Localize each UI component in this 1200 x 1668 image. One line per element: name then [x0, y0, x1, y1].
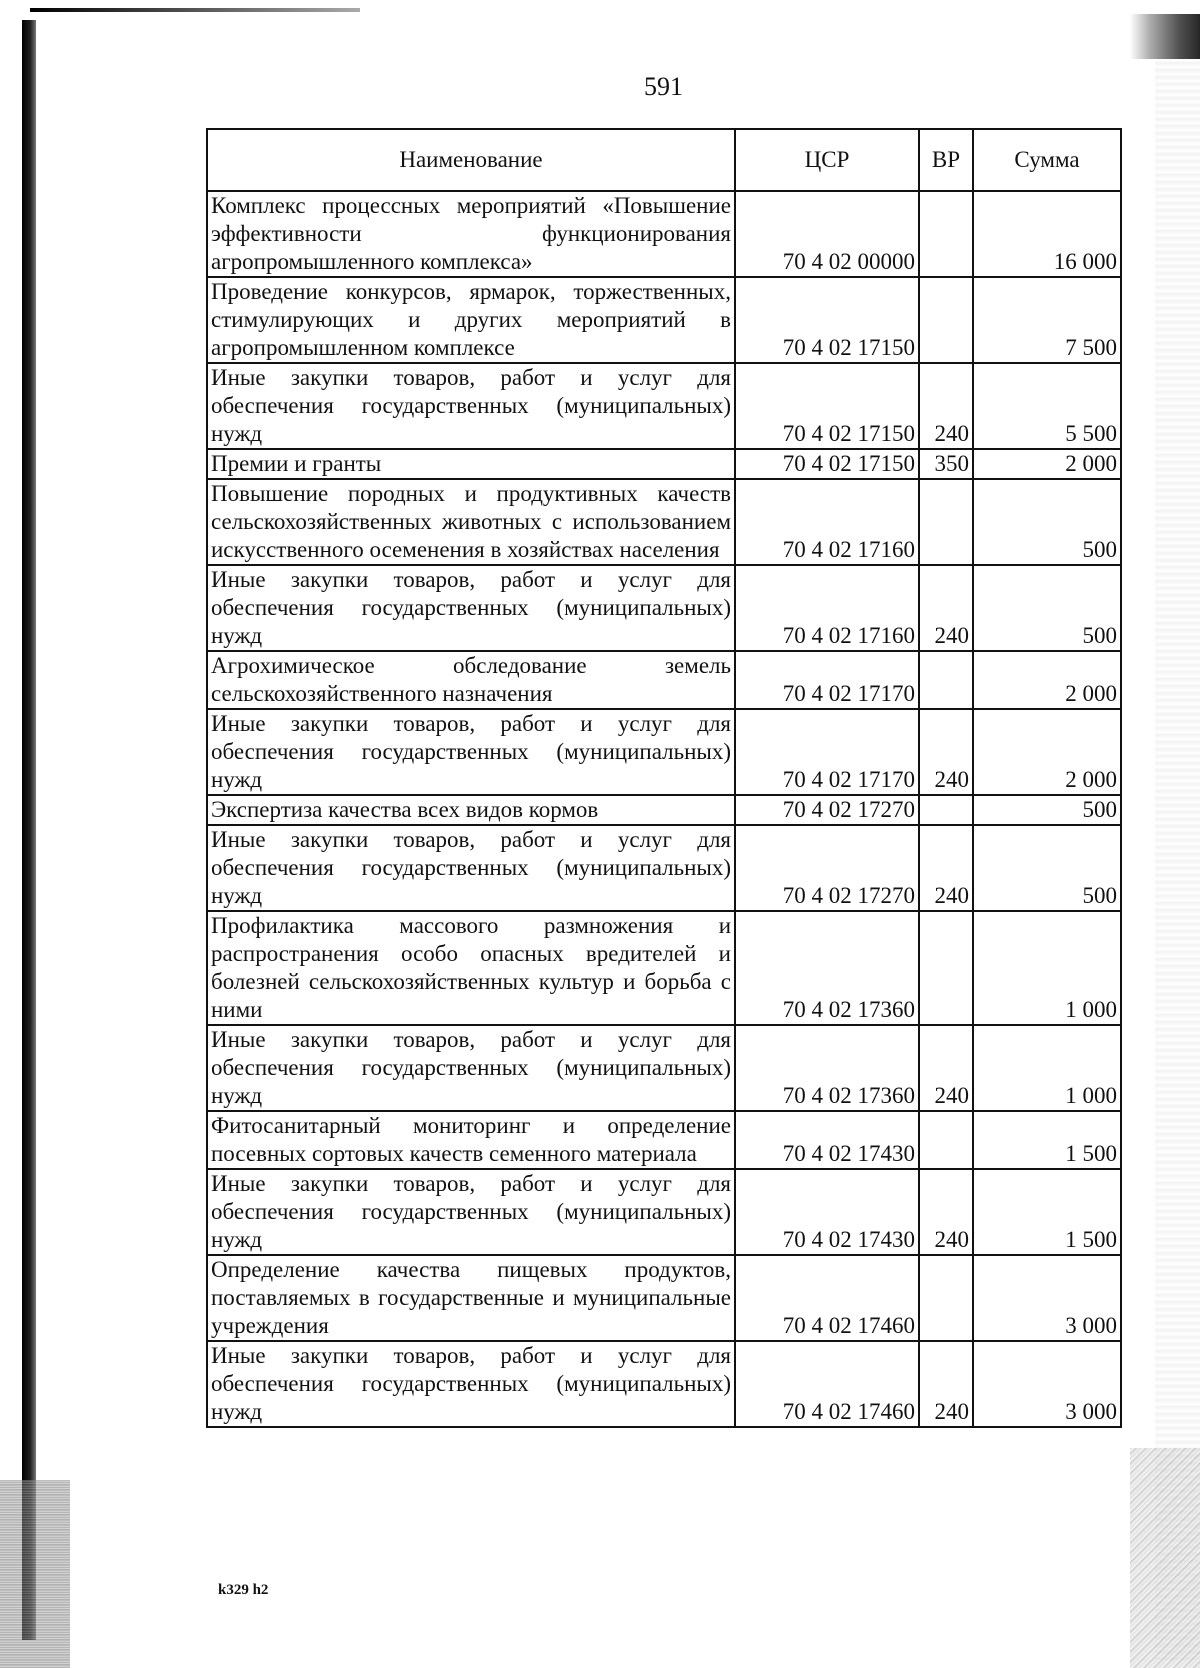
table-row	[207, 363, 1121, 449]
row-csr: 70 4 02 17360	[735, 911, 919, 1025]
row-csr: 70 4 02 17460	[735, 1255, 919, 1341]
row-sum: 1 000	[973, 911, 1121, 1025]
row-csr: 70 4 02 17430	[735, 1169, 919, 1255]
row-vr: 240	[919, 1341, 973, 1427]
row-sum: 3 000	[973, 1255, 1121, 1341]
row-name: Комплекс процессных мероприятий «Повышение эффективности функционирования агропромышленного комплекса»	[207, 191, 735, 277]
row-sum: 500	[973, 825, 1121, 911]
row-name: Иные закупки товаров, работ и услуг для обеспечения государственных (муниципальных) нужд	[207, 1169, 735, 1255]
table-row	[207, 825, 1121, 911]
row-name: Профилактика массового размножения и распространения особо опасных вредителей и болезней сельскохозяйственных культур и борьба с ними	[207, 911, 735, 1025]
row-vr	[919, 1255, 973, 1341]
row-vr	[919, 795, 973, 825]
table-row	[207, 449, 1121, 479]
table-row	[207, 795, 1121, 825]
row-name: Экспертиза качества всех видов кормов	[207, 795, 735, 825]
scan-edge-top	[30, 8, 360, 12]
table-row	[207, 1025, 1121, 1111]
row-sum: 16 000	[973, 191, 1121, 277]
footer-code: k329 h2	[218, 1582, 269, 1598]
header-csr: ЦСР	[735, 129, 919, 191]
row-name: Проведение конкурсов, ярмарок, торжественных, стимулирующих и других мероприятий в агропромышленном комплексе	[207, 277, 735, 363]
table-header-row	[207, 129, 1121, 191]
row-sum: 5 500	[973, 363, 1121, 449]
budget-table	[206, 128, 1122, 1428]
row-csr: 70 4 02 17170	[735, 651, 919, 709]
row-vr	[919, 479, 973, 565]
row-sum: 1 500	[973, 1111, 1121, 1169]
header-vr: ВР	[919, 129, 973, 191]
scan-corner-top-right	[1130, 14, 1200, 59]
row-vr: 240	[919, 565, 973, 651]
row-vr	[919, 911, 973, 1025]
scan-noise-bottom-left	[0, 1480, 70, 1668]
row-sum: 500	[973, 479, 1121, 565]
table-row	[207, 1111, 1121, 1169]
row-csr: 70 4 02 17270	[735, 825, 919, 911]
row-vr: 350	[919, 449, 973, 479]
row-name: Агрохимическое обследование земель сельскохозяйственного назначения	[207, 651, 735, 709]
row-sum: 7 500	[973, 277, 1121, 363]
row-vr	[919, 191, 973, 277]
row-vr: 240	[919, 709, 973, 795]
row-vr: 240	[919, 1169, 973, 1255]
row-csr: 70 4 02 00000	[735, 191, 919, 277]
row-sum: 1 500	[973, 1169, 1121, 1255]
row-vr	[919, 1111, 973, 1169]
row-name: Премии и гранты	[207, 449, 735, 479]
table-row	[207, 565, 1121, 651]
row-name: Иные закупки товаров, работ и услуг для обеспечения государственных (муниципальных) нужд	[207, 1025, 735, 1111]
row-sum: 2 000	[973, 709, 1121, 795]
table-row	[207, 277, 1121, 363]
row-name: Повышение породных и продуктивных качеств сельскохозяйственных животных с использованием искусственного осеменения в хозяйствах населения	[207, 479, 735, 565]
row-vr	[919, 277, 973, 363]
table-row	[207, 651, 1121, 709]
row-vr	[919, 651, 973, 709]
header-name: Наименование	[207, 129, 735, 191]
row-sum: 1 000	[973, 1025, 1121, 1111]
row-vr: 240	[919, 1025, 973, 1111]
row-csr: 70 4 02 17170	[735, 709, 919, 795]
scan-edge-left	[22, 20, 36, 1640]
scan-noise-bottom-right	[1130, 1448, 1200, 1668]
table-row	[207, 1169, 1121, 1255]
row-csr: 70 4 02 17460	[735, 1341, 919, 1427]
page-number: 591	[644, 72, 683, 101]
row-name: Определение качества пищевых продуктов, поставляемых в государственные и муниципальные учреждения	[207, 1255, 735, 1341]
row-name: Фитосанитарный мониторинг и определение посевных сортовых качеств семенного материала	[207, 1111, 735, 1169]
row-csr: 70 4 02 17270	[735, 795, 919, 825]
row-csr: 70 4 02 17160	[735, 565, 919, 651]
row-sum: 500	[973, 565, 1121, 651]
row-name: Иные закупки товаров, работ и услуг для обеспечения государственных (муниципальных) нужд	[207, 363, 735, 449]
table-row	[207, 1255, 1121, 1341]
row-csr: 70 4 02 17160	[735, 479, 919, 565]
row-name: Иные закупки товаров, работ и услуг для обеспечения государственных (муниципальных) нужд	[207, 565, 735, 651]
row-csr: 70 4 02 17360	[735, 1025, 919, 1111]
table-row	[207, 709, 1121, 795]
row-csr: 70 4 02 17150	[735, 449, 919, 479]
table-row	[207, 911, 1121, 1025]
row-sum: 3 000	[973, 1341, 1121, 1427]
table-row	[207, 191, 1121, 277]
table-row	[207, 1341, 1121, 1427]
row-vr: 240	[919, 363, 973, 449]
header-sum: Сумма	[973, 129, 1121, 191]
row-vr: 240	[919, 825, 973, 911]
table-row	[207, 479, 1121, 565]
row-sum: 2 000	[973, 449, 1121, 479]
row-sum: 2 000	[973, 651, 1121, 709]
row-csr: 70 4 02 17150	[735, 277, 919, 363]
row-csr: 70 4 02 17150	[735, 363, 919, 449]
row-sum: 500	[973, 795, 1121, 825]
row-name: Иные закупки товаров, работ и услуг для обеспечения государственных (муниципальных) нужд	[207, 825, 735, 911]
row-name: Иные закупки товаров, работ и услуг для обеспечения государственных (муниципальных) нужд	[207, 1341, 735, 1427]
row-name: Иные закупки товаров, работ и услуг для обеспечения государственных (муниципальных) нужд	[207, 709, 735, 795]
scan-noise-right	[1155, 60, 1200, 1660]
row-csr: 70 4 02 17430	[735, 1111, 919, 1169]
